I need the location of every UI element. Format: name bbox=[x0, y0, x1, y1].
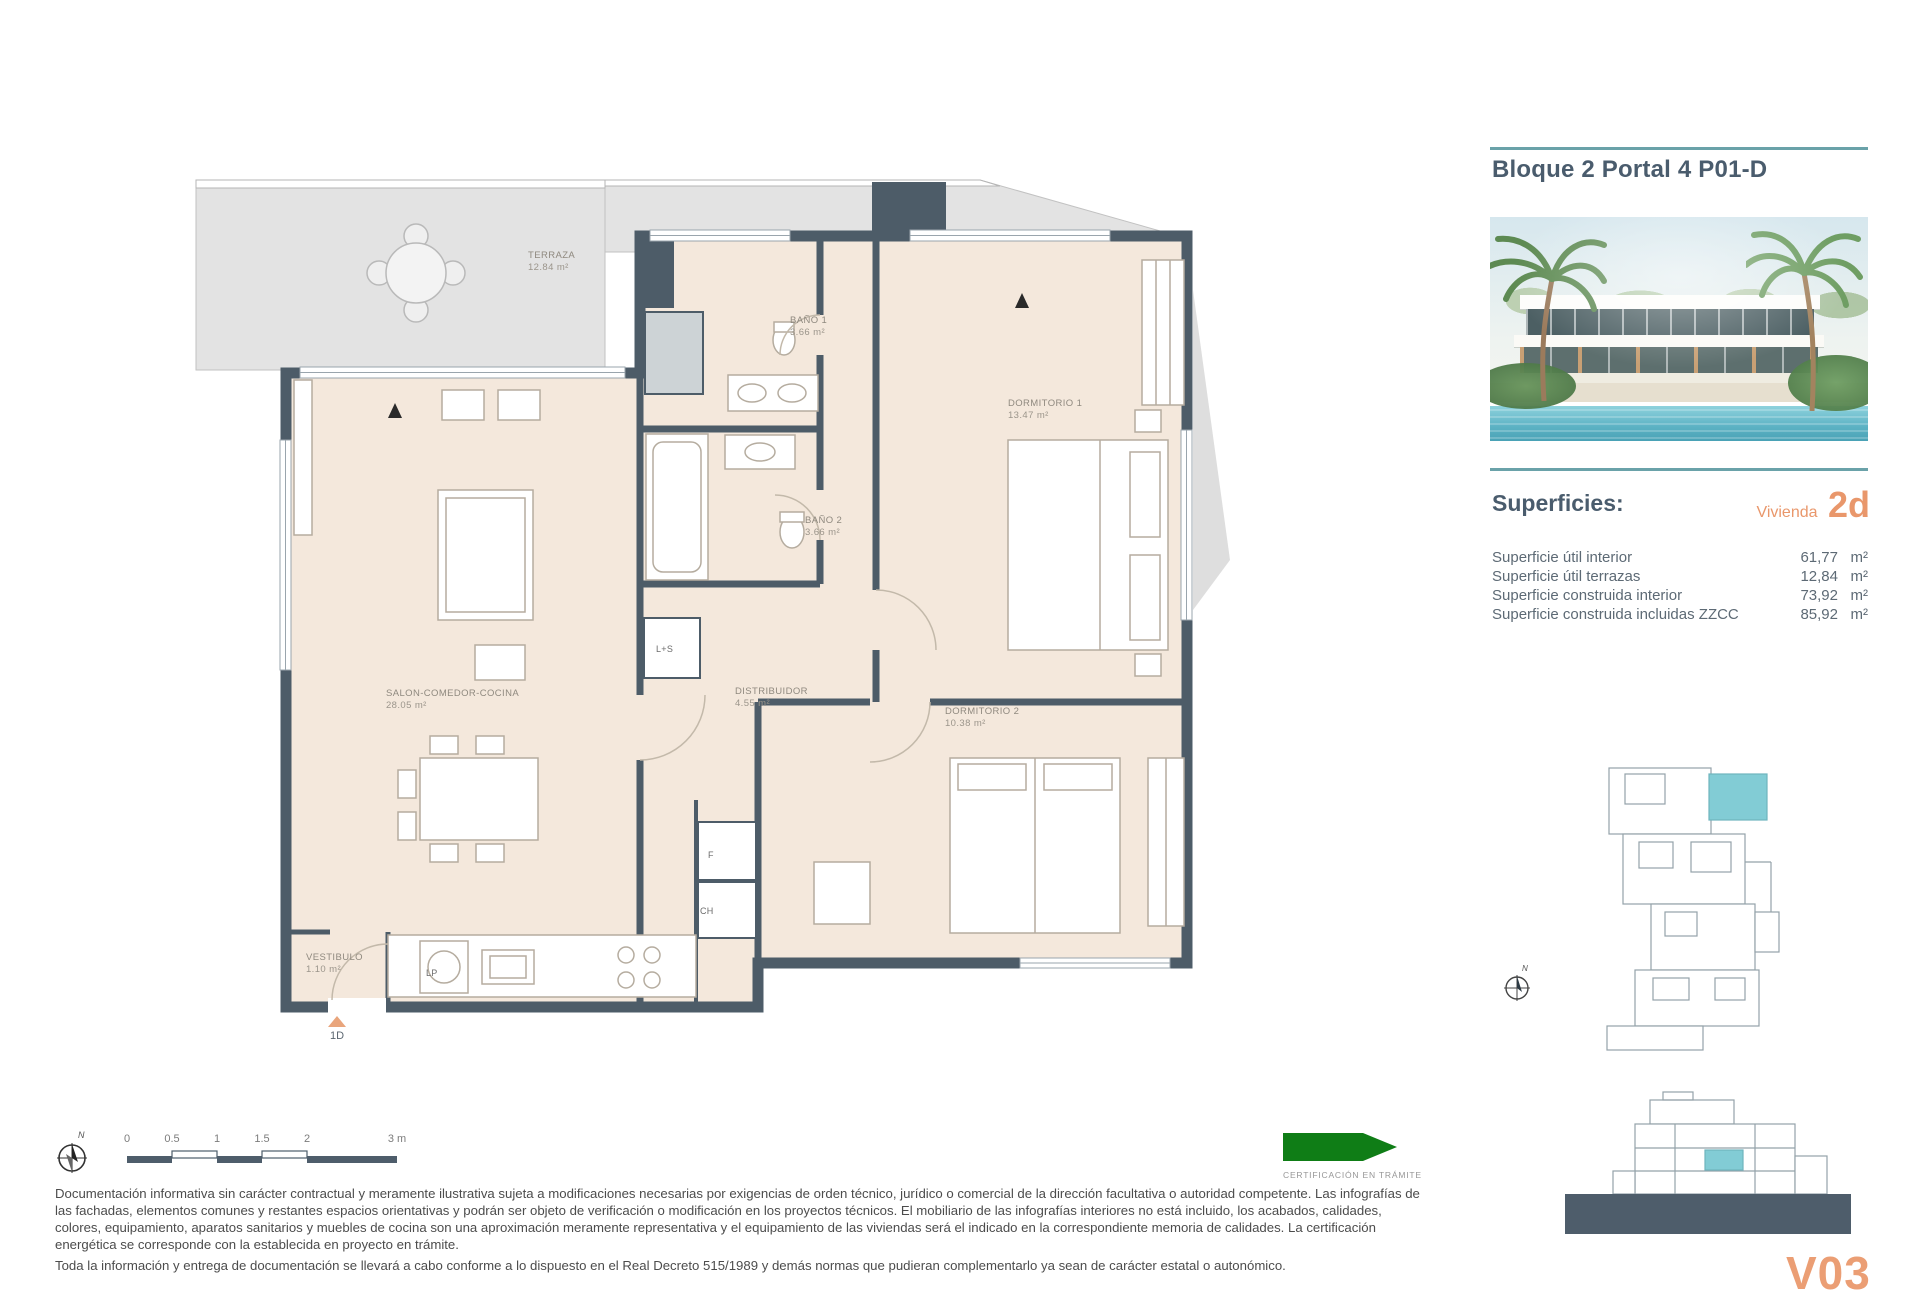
appliance-label-lp: LP bbox=[426, 968, 438, 978]
compass-icon bbox=[1500, 962, 1536, 1006]
highlighted-floor bbox=[1705, 1150, 1743, 1170]
table-row: Superficie construida interior 73,92 m² bbox=[1492, 587, 1868, 604]
entrance-opening bbox=[328, 998, 386, 1014]
building-render-image bbox=[1490, 217, 1868, 441]
room-label-distribuidor: DISTRIBUIDOR 4.55 m² bbox=[735, 686, 808, 710]
key-plan-diagram bbox=[1595, 762, 1805, 1062]
room-label-salon: SALON-COMEDOR-COCINA 28.05 m² bbox=[386, 688, 520, 712]
watercolor-wash bbox=[1490, 217, 1868, 441]
teal-rule-top bbox=[1490, 147, 1868, 150]
room-label-vestibulo: VESTIBULO 1.10 m² bbox=[306, 952, 363, 976]
svg-text:1.5: 1.5 bbox=[254, 1133, 270, 1145]
closet-label-f: F bbox=[708, 850, 714, 860]
vivienda-label: Vivienda bbox=[1756, 504, 1818, 521]
page-title: Bloque 2 Portal 4 P01-D bbox=[1492, 156, 1768, 183]
unit-entrance-marker bbox=[322, 1016, 352, 1042]
entrance-triangle-icon bbox=[328, 1016, 346, 1027]
room-label-dorm2: DORMITORIO 2 10.38 m² bbox=[945, 706, 1020, 730]
vivienda-type: 2d bbox=[1827, 484, 1870, 525]
north-label: N bbox=[78, 1130, 85, 1140]
svg-text:0.5: 0.5 bbox=[164, 1133, 180, 1145]
upper-wall-block bbox=[872, 182, 946, 236]
teal-rule-mid bbox=[1490, 468, 1868, 471]
version-label: V03 bbox=[1786, 1247, 1871, 1299]
scale-labels bbox=[124, 1133, 406, 1145]
room-label-bano1: BAÑO 1 3.66 m² bbox=[790, 315, 828, 339]
table-row: Superficie construida incluidas ZZCC 85,92 m² bbox=[1492, 606, 1868, 623]
scale-segments bbox=[127, 1151, 397, 1163]
closet-label-ls: L+S bbox=[656, 644, 674, 654]
highlighted-unit bbox=[1709, 774, 1767, 820]
floor-plan-svg bbox=[180, 140, 1270, 1070]
scale-bar bbox=[60, 1126, 440, 1178]
room-label-dorm1: DORMITORIO 1 13.47 m² bbox=[1008, 398, 1083, 422]
disclaimer-paragraph: Documentación informativa sin carácter contractual y meramente ilustrativa sujeta a modificaciones necesarias por exigencias de orden técnico, jurídico o comercial de la dirección facultativa o autoridad competente. Las infografías de las fachadas, elementos comunes y restantes espacios orientativas y podrán ser objeto de verificación o modificación en los proyectos técnicos. El mobiliario de las infografías interiores no está incluido, los acabados, calidades, colores, equipamiento, aparatos sanitarios y muebles de cocina son una aproximación meramente representativa y el equipamiento de las viviendas será el indicado en la correspondiente memoria de calidades. La certificación energética se corresponde con la establecida en proyecto en trámite. bbox=[55, 1186, 1420, 1253]
table-row: Superficie útil interior 61,77 m² bbox=[1492, 549, 1868, 566]
superficies-heading: Superficies: bbox=[1492, 490, 1624, 516]
section-base bbox=[1565, 1194, 1851, 1234]
certification-label: CERTIFICACIÓN EN TRÁMITE bbox=[1283, 1170, 1422, 1180]
svg-text:2: 2 bbox=[303, 1133, 311, 1145]
superficies-header bbox=[1492, 484, 1870, 532]
svg-text:1: 1 bbox=[213, 1133, 221, 1145]
north-label: N bbox=[1522, 964, 1528, 973]
certification-arrow-icon bbox=[1283, 1128, 1408, 1166]
closet-label-ch: CH bbox=[700, 906, 714, 916]
kitchen-counter bbox=[388, 935, 696, 997]
room-label-terraza: TERRAZA 12.84 m² bbox=[528, 250, 576, 274]
shaft-block bbox=[642, 238, 674, 308]
unit-marker-label: 1D bbox=[329, 1030, 345, 1042]
disclaimer-footnote: Toda la información y entrega de documentación se llevará a cabo conforme a lo dispuesto en el Real Decreto 515/1989 y demás normas que pudieran complementarlo ya sean de carácter estatal o autonómico. bbox=[55, 1258, 1286, 1273]
superficies-table bbox=[1492, 548, 1868, 624]
table-row: Superficie útil terrazas 12,84 m² bbox=[1492, 568, 1868, 585]
svg-text:3 m: 3 m bbox=[387, 1133, 407, 1145]
building-section-diagram bbox=[1555, 1086, 1865, 1242]
svg-text:0: 0 bbox=[123, 1133, 131, 1145]
room-label-bano2: BAÑO 2 3.66 m² bbox=[805, 515, 843, 539]
